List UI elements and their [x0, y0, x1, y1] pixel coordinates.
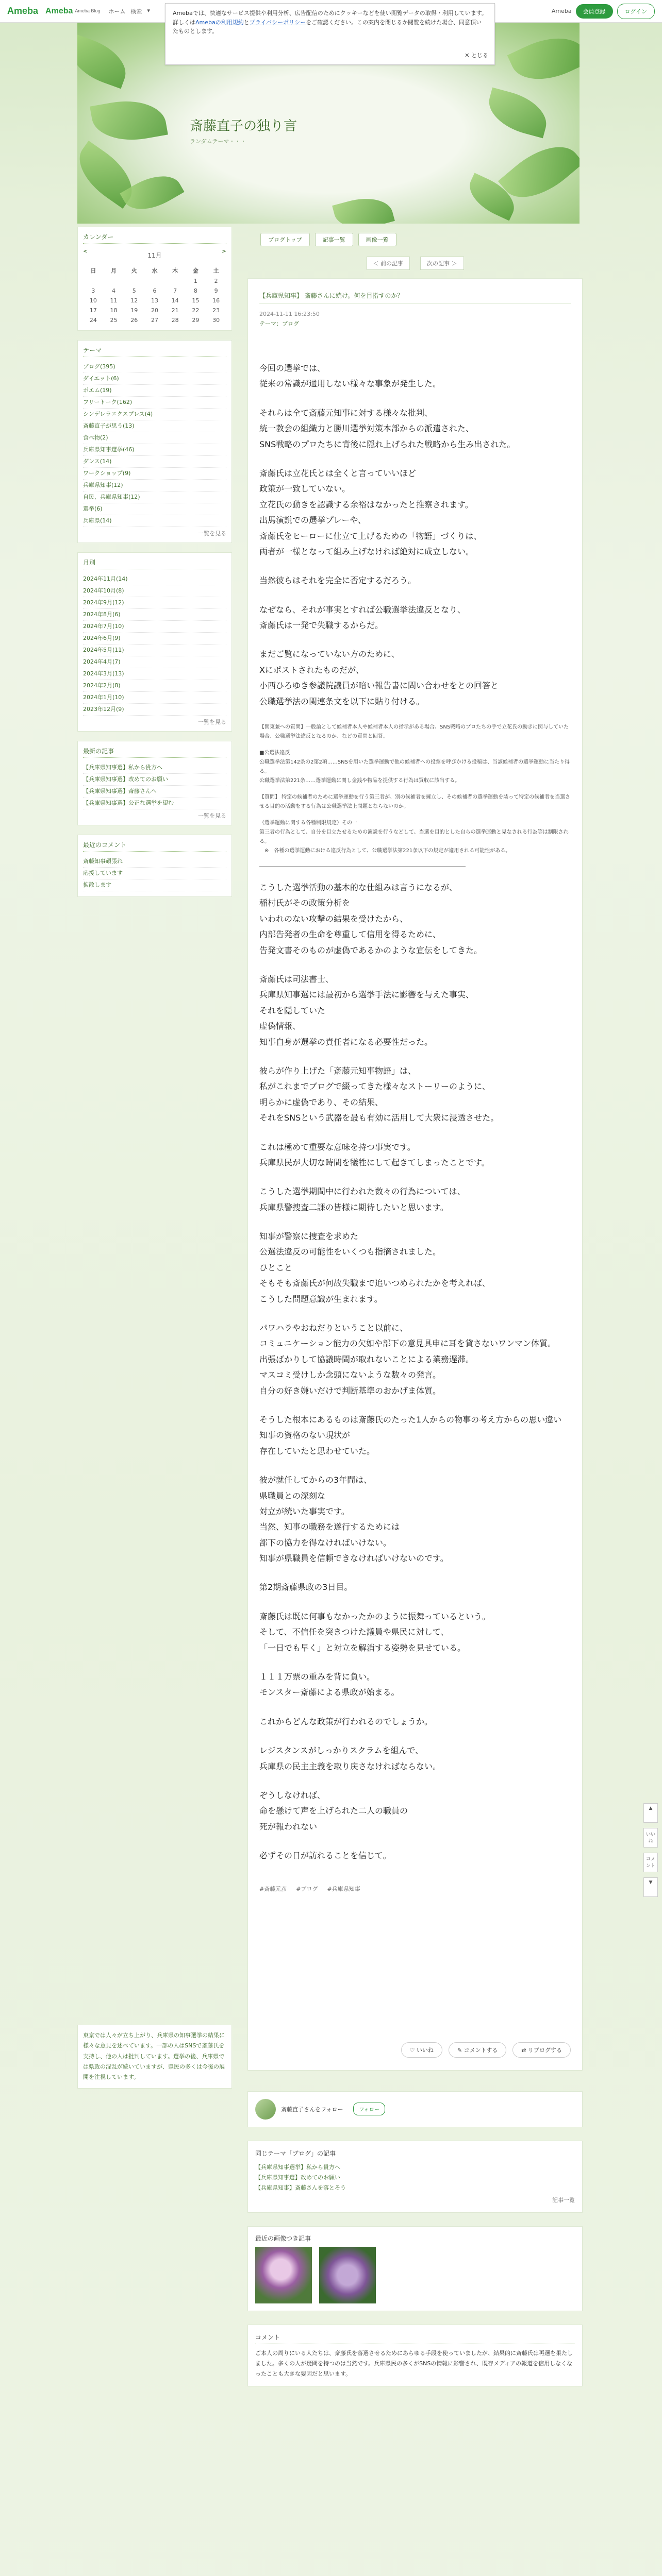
blog-title[interactable]: 斎藤直子の独り言 — [190, 118, 297, 134]
related-heading: 同じテーマ「ブログ」の記事 — [255, 2149, 336, 2157]
entry-paragraph: １１１万票の重みを背に負い。 モンスター斎藤による県政が始まる。 — [259, 1672, 400, 1698]
related-entries — [247, 2141, 583, 2213]
entry-paragraph: こうした選挙期間中に行われた数々の行為については、 兵庫県警捜査二課の皆様に期待したいと思います。 — [259, 1187, 466, 1212]
ameba-logo[interactable]: Ameba — [7, 6, 39, 16]
archive-item[interactable]: 2024年9月(12) — [83, 597, 226, 609]
hashtag-link[interactable]: #兵庫県知事 — [327, 1885, 360, 1892]
themes-widget — [77, 340, 232, 543]
calendar-prev-button[interactable]: < — [83, 248, 88, 255]
related-item[interactable]: 【兵庫県知事選挙】私から貴方へ — [255, 2164, 340, 2171]
entry-paragraph: ぞうしなければ、 命を懸けて声を上げられた二人の職員の 死が報われない — [259, 1790, 408, 1832]
nav-home[interactable]: ホーム — [108, 8, 126, 15]
archive-widget — [77, 552, 232, 732]
archive-item[interactable]: 2024年2月(8) — [83, 680, 226, 692]
recent-item[interactable]: 【兵庫県知事選】改めてのお願い — [83, 774, 226, 786]
entry-paragraph: まだご覧になっていない方のために、 Xにポストされたものだが、 小西ひろゆき参議院議員が暗い報告書に問い合わせをとの回答と 公職選挙法の関連条文を以下に貼り付ける。 — [259, 649, 499, 706]
entry-title[interactable]: 【兵庫県知事】 斎藤さんに続け。何を目指すのか？ — [259, 291, 571, 303]
follow-box — [247, 2091, 583, 2127]
calendar-table: 日 月 火 水 木 金 土 1 2 3 4 5 6 7 8 9 10 11 12 13 14 15 16 17 18 19 20 21 22 23 24 25 26 27 28 29 30 — [89, 267, 220, 324]
related-more-link[interactable]: 記事一覧 — [552, 2196, 575, 2204]
theme-item[interactable]: 兵庫県知事(12) — [83, 480, 226, 492]
cookie-notice: Amebaでは、快適なサービス提供や利用分析、広告配信のためにクッキーなどを使い閲覧データの取得・利用しています。詳しくはAmebaの利用規約とプライバシーポリシーをご確認ください。この案内を閉じるか閲覧を続けた場合、同意頂いたものとします。 ✕ とじる — [165, 3, 495, 65]
theme-item[interactable]: ブログ(395) — [83, 361, 226, 373]
privacy-link[interactable]: プライバシーポリシー — [249, 19, 306, 26]
entry-body — [259, 361, 571, 1864]
recent-comment-item[interactable]: 斎藤知事頑張れ — [83, 856, 226, 868]
entry-paragraph: これからどんな政策が行われるのでしょうか。 — [259, 1716, 433, 1726]
photo-thumbnail[interactable] — [319, 2247, 376, 2303]
reaction-bar — [259, 2042, 571, 2058]
entry-hashtags — [259, 1885, 571, 1893]
floating-like-button[interactable]: いいね — [643, 1828, 658, 1848]
theme-item[interactable]: ダンス(14) — [83, 456, 226, 468]
blog-tabs — [260, 233, 396, 246]
recent-more-link[interactable]: 一覧を見る — [198, 812, 226, 819]
archive-item[interactable]: 2024年3月(13) — [83, 668, 226, 680]
follow-button[interactable]: フォロー — [353, 2103, 385, 2115]
related-item[interactable]: 【兵庫県知事】斎藤さんを落とそう — [255, 2184, 346, 2191]
photo-thumbnails — [255, 2247, 575, 2303]
theme-item[interactable]: ワークショップ(9) — [83, 468, 226, 480]
blog-entry — [247, 278, 583, 2071]
theme-item[interactable]: 選挙(6) — [83, 503, 226, 515]
archive-list — [83, 573, 226, 716]
photos-heading: 最近の画像つき記事 — [255, 2235, 311, 2243]
quoted-block: （選挙運動に関する各種制限規定）その一 第三者の行為として、自分を目立たせるための演説を行うなどして、当選を目的とした自らの選挙運動と見なされる行為等は制限される。 ※ 各種の選挙運動における違反行為として、公職選挙法第221条以下の規定が適用される可能性がある。 — [259, 820, 569, 854]
recent-item[interactable]: 【兵庫県知事選】私から貴方へ — [83, 762, 226, 774]
archive-item[interactable]: 2024年6月(9) — [83, 633, 226, 645]
recent-comments-heading: 最近のコメント — [83, 840, 226, 852]
themes-list — [83, 361, 226, 527]
entry-date: 2024-11-11 16:23:50 — [259, 311, 320, 317]
recent-photos — [247, 2226, 583, 2311]
entry-paragraph: これは極めて重要な意味を持つ事実です。 兵庫県民が大切な時間を犠牲にして起きてしまったことです。 — [259, 1142, 490, 1167]
calendar-widget — [77, 227, 232, 331]
follow-text: 斎藤直子さんをフォロー — [281, 2106, 343, 2113]
tab-entry-list[interactable]: 記事一覧 — [315, 233, 353, 246]
themes-heading: テーマ — [83, 346, 226, 357]
recent-comment-item[interactable]: 応援しています — [83, 868, 226, 879]
reblog-button[interactable]: ⇄ リブログする — [512, 2042, 571, 2058]
floating-tools — [643, 1803, 659, 1897]
top-ameba-link[interactable]: Ameba — [551, 8, 572, 14]
next-entry-link[interactable]: 次の記事 ＞ — [420, 257, 464, 270]
terms-link[interactable]: Amebaの利用規約 — [195, 19, 244, 26]
entry-paragraph: パワハラやおねだりということ以前に、 コミュニケーション能力の欠如や部下の意見具申に耳を貸さないワンマン体質。 出張ばかりして協議時間が取れないことによる業務遅滞。 マスコミ受けしか念頭にないような数々の発言。 自分の好き嫌いだけで判断基準のおかげま体質。 — [259, 1323, 556, 1396]
heart-icon: ♡ — [409, 2046, 415, 2054]
recent-comments-list — [83, 856, 226, 891]
entry-paragraph: こうした選挙活動の基本的な仕組みは言うになるが、 稲村氏がその政策分析を いわれのない攻撃の結果を受けたから、 内部告発者の生命を尊重して信用を得るために、 告発文書そのものが虚偽であるかのような宣伝をしてきた。 — [259, 883, 483, 955]
archive-item[interactable]: 2024年5月(11) — [83, 645, 226, 656]
comment-button[interactable]: ✎ コメントする — [449, 2042, 506, 2058]
floating-comment-button[interactable]: コメント — [643, 1853, 658, 1872]
entry-paragraph: 当然彼らはそれを完全に否定するだろう。 — [259, 575, 417, 586]
theme-item[interactable]: 兵庫県知事選挙(46) — [83, 444, 226, 456]
recent-comments-widget — [77, 835, 232, 897]
recent-item[interactable]: 【兵庫県知事選】公正な選挙を望む — [83, 798, 226, 809]
archive-item[interactable]: 2024年11月(14) — [83, 573, 226, 585]
archive-more-link[interactable]: 一覧を見る — [198, 719, 226, 725]
theme-item[interactable]: ダイエット(6) — [83, 373, 226, 385]
scroll-down-icon[interactable]: ▼ — [643, 1877, 658, 1897]
entry-paragraph: 第2期斎藤県政の3日目。 — [259, 1582, 353, 1592]
main-content — [247, 247, 583, 2386]
comments-section — [247, 2325, 583, 2386]
top-nav — [108, 7, 150, 15]
theme-item[interactable]: 食べ物(2) — [83, 432, 226, 444]
archive-item[interactable]: 2024年10月(8) — [83, 585, 226, 597]
entry-paragraph: 斎藤氏は立花氏とは全くと言っていいほど 政策が一致していない。 立花氏の動きを認識する余裕はなかったと推察されます。 出馬演説での選挙プレーや、 斎藤氏をヒーローに仕立て上げるための「物語」づくりは、 両者が一様となって組み上げなければ絶対に成立しない。 — [259, 468, 482, 556]
nav-more[interactable]: ▾ — [147, 7, 150, 14]
entry-paragraph: それらは全て斎藤元知事に対する様々な批判、 統一教会の組織力と勝川選挙対策本部からの派遣された、 SNS戦略のプロたちに背後に隠れ上げられた戦略から生み出された。 — [259, 408, 516, 449]
reblog-icon: ⇄ — [521, 2046, 526, 2054]
hashtag-link[interactable]: #ブログ — [296, 1885, 318, 1892]
recent-item[interactable]: 【兵庫県知事選】斎藤さんへ — [83, 786, 226, 798]
sidebar — [77, 227, 232, 906]
recent-list — [83, 762, 226, 809]
entry-paragraph: 知事が警察に捜査を求めた 公選法違反の可能性をいくつも指摘されました。 ひとこと そもそも斎藤氏が何故失職まで追いつめられたかを考えれば、 こうした問題意識が生まれます。 — [259, 1231, 491, 1304]
like-button[interactable]: ♡ いいね — [401, 2042, 442, 2058]
tab-image-list[interactable]: 画像一覧 — [358, 233, 396, 246]
calendar-nav — [83, 248, 226, 263]
theme-item[interactable]: フリートーク(162) — [83, 397, 226, 409]
archive-item[interactable]: 2023年12月(9) — [83, 704, 226, 716]
theme-item[interactable]: 斎藤直子が思う(13) — [83, 420, 226, 432]
entry-paragraph: 今回の選挙では、 従来の常識が通用しない様々な事象が発生した。 — [259, 363, 441, 389]
archive-item[interactable]: 2024年7月(10) — [83, 621, 226, 633]
entry-paragraph: 斎藤氏は司法書士、 兵庫県知事選には最初から選挙手法に影響を与えた事実、 それを隠していた 虚偽情報、 知事自身が選挙の責任者になる必要性だった。 — [259, 974, 474, 1047]
entry-pager-top — [247, 257, 583, 270]
quoted-block: 【質問】 特定の候補者のために選挙運動を行う第三者が、別の候補者を擁立し、その候補者の選挙運動を装って特定の候補者を当選させる目的の活動をする行為は公職選挙法上問題とならないのか。 — [259, 794, 571, 810]
theme-item[interactable]: 兵庫県(14) — [83, 515, 226, 527]
recent-entries-widget — [77, 741, 232, 825]
entry-paragraph: 彼らが作り上げた「斎藤元知事物語」は、 私がこれまでブログで綴ってきた様々なストーリーのように、 明らかに虚偽であり、その結果、 それをSNSという武器を最も有効に活用して大衆に浸透させた。 — [259, 1065, 499, 1123]
entry-paragraph: レジスタンスがしっかりスクラムを組んで、 兵庫県の民主主義を取り戻さなければならない。 — [259, 1745, 441, 1771]
archive-item[interactable]: 2024年4月(7) — [83, 656, 226, 668]
comment-body: ご本人の周りにいる人たちは、斎藤氏を落選させるためにあらゆる手段を使っていましたが、結果的に斎藤氏は再選を果たしました。多くの人が疑問を持つのは当然です。兵庫県民の多くがSNSの情報に影響され、既存メディアの報道を信用しなくなったことも大きな要因だと思います。 — [255, 2349, 573, 2377]
comment-icon: ✎ — [457, 2046, 462, 2054]
themes-more-link[interactable]: 一覧を見る — [198, 530, 226, 537]
login-button[interactable]: ログイン — [617, 4, 655, 19]
scroll-up-icon[interactable]: ▲ — [643, 1803, 658, 1823]
quoted-block: 【関東兼への質問】一般論として候補者本人や候補者本人の指示がある場合、SNS戦略のプロたちの手で立花氏の動きに関与していた場合、公職選挙法違反となるのか、などの質問と回答。 — [259, 724, 569, 740]
comments-heading: コメント — [255, 2332, 575, 2344]
archive-heading: 月別 — [83, 558, 226, 569]
entry-paragraph: 彼が就任してからの3年間は、 県職員との深刻な 対立が続いた事実です。 当然、知事の職務を遂行するためには 部下の協力を得なければいけない。 知事が県職員を信頼できなければいけないのです。 — [259, 1475, 449, 1564]
photo-thumbnail[interactable] — [255, 2247, 312, 2303]
section-divider — [259, 866, 466, 867]
entry-paragraph: なぜなら、それが事実とすれば公職選挙法違反となり、 斎藤氏は一発で失職するからだ。 — [259, 604, 466, 631]
recent-comment-item[interactable]: 拡散します — [83, 879, 226, 891]
hashtag-link[interactable]: #斎藤元彦 — [259, 1885, 287, 1892]
ameba-blog-logo[interactable]: Ameba Ameba Blog — [45, 6, 101, 15]
top-right — [552, 4, 655, 19]
quoted-block: ■公選法違反 公職選挙法第142条の2第2項……SNSを用いた選挙運動で他の候補者への投票を呼びかける投稿は、当該候補者の選挙運動に当たり得る。 公職選挙法第221条……選挙運動に関し金銭や物品を提供する行為は買収に該当する。 — [259, 750, 570, 784]
entry-paragraph: 必ずその日が訪れることを信じて。 — [259, 1851, 391, 1861]
entry-paragraph: そうした根本にあるものは斎藤氏のたった1人からの物事の考え方からの思い違い 知事の資格のない現状が 存在していたと思わせていた。 — [259, 1414, 562, 1456]
cookie-close-button[interactable]: ✕ とじる — [465, 52, 488, 59]
related-item[interactable]: 【兵庫県知事選】改めてのお願い — [255, 2174, 340, 2181]
theme-item[interactable]: 自民、兵庫県知事(12) — [83, 492, 226, 503]
archive-item[interactable]: 2024年1月(10) — [83, 692, 226, 704]
nav-search[interactable]: 検索 — [130, 8, 142, 15]
register-button[interactable]: 会員登録 — [576, 4, 613, 19]
prev-entry-link[interactable]: ＜ 前の記事 — [367, 257, 410, 270]
tab-blog-top[interactable]: ブログトップ — [260, 233, 310, 246]
calendar-next-button[interactable]: > — [221, 248, 226, 255]
avatar[interactable] — [255, 2099, 276, 2120]
sidebar-long-text: 東京では人々が立ち上がり、兵庫県の知事選挙の結果に様々な意見を述べています。一部の人はSNSで斎藤氏を支持し、他の人は批判しています。選挙の後、兵庫県では県政の混乱が続いていますが、県民の多くは今後の展開を注視しています。 — [77, 2025, 232, 2089]
entry-theme-tag[interactable]: テーマ：ブログ — [259, 320, 299, 327]
calendar-heading: カレンダー — [83, 232, 226, 244]
entry-paragraph: 斎藤氏は既に何事もなかったかのように振舞っているという。 そして、不信任を突きつけた議員や県民に対して、 「一日でも早く」と対立を解消する姿勢を見せている。 — [259, 1611, 491, 1653]
blog-subtitle: ランダムテーマ・・・ — [190, 138, 246, 145]
theme-item[interactable]: シンデレラエクスプレス(4) — [83, 409, 226, 420]
recent-heading: 最新の記事 — [83, 747, 226, 758]
theme-item[interactable]: ポエム(19) — [83, 385, 226, 397]
calendar-month: 11月 — [147, 252, 162, 259]
archive-item[interactable]: 2024年8月(6) — [83, 609, 226, 621]
